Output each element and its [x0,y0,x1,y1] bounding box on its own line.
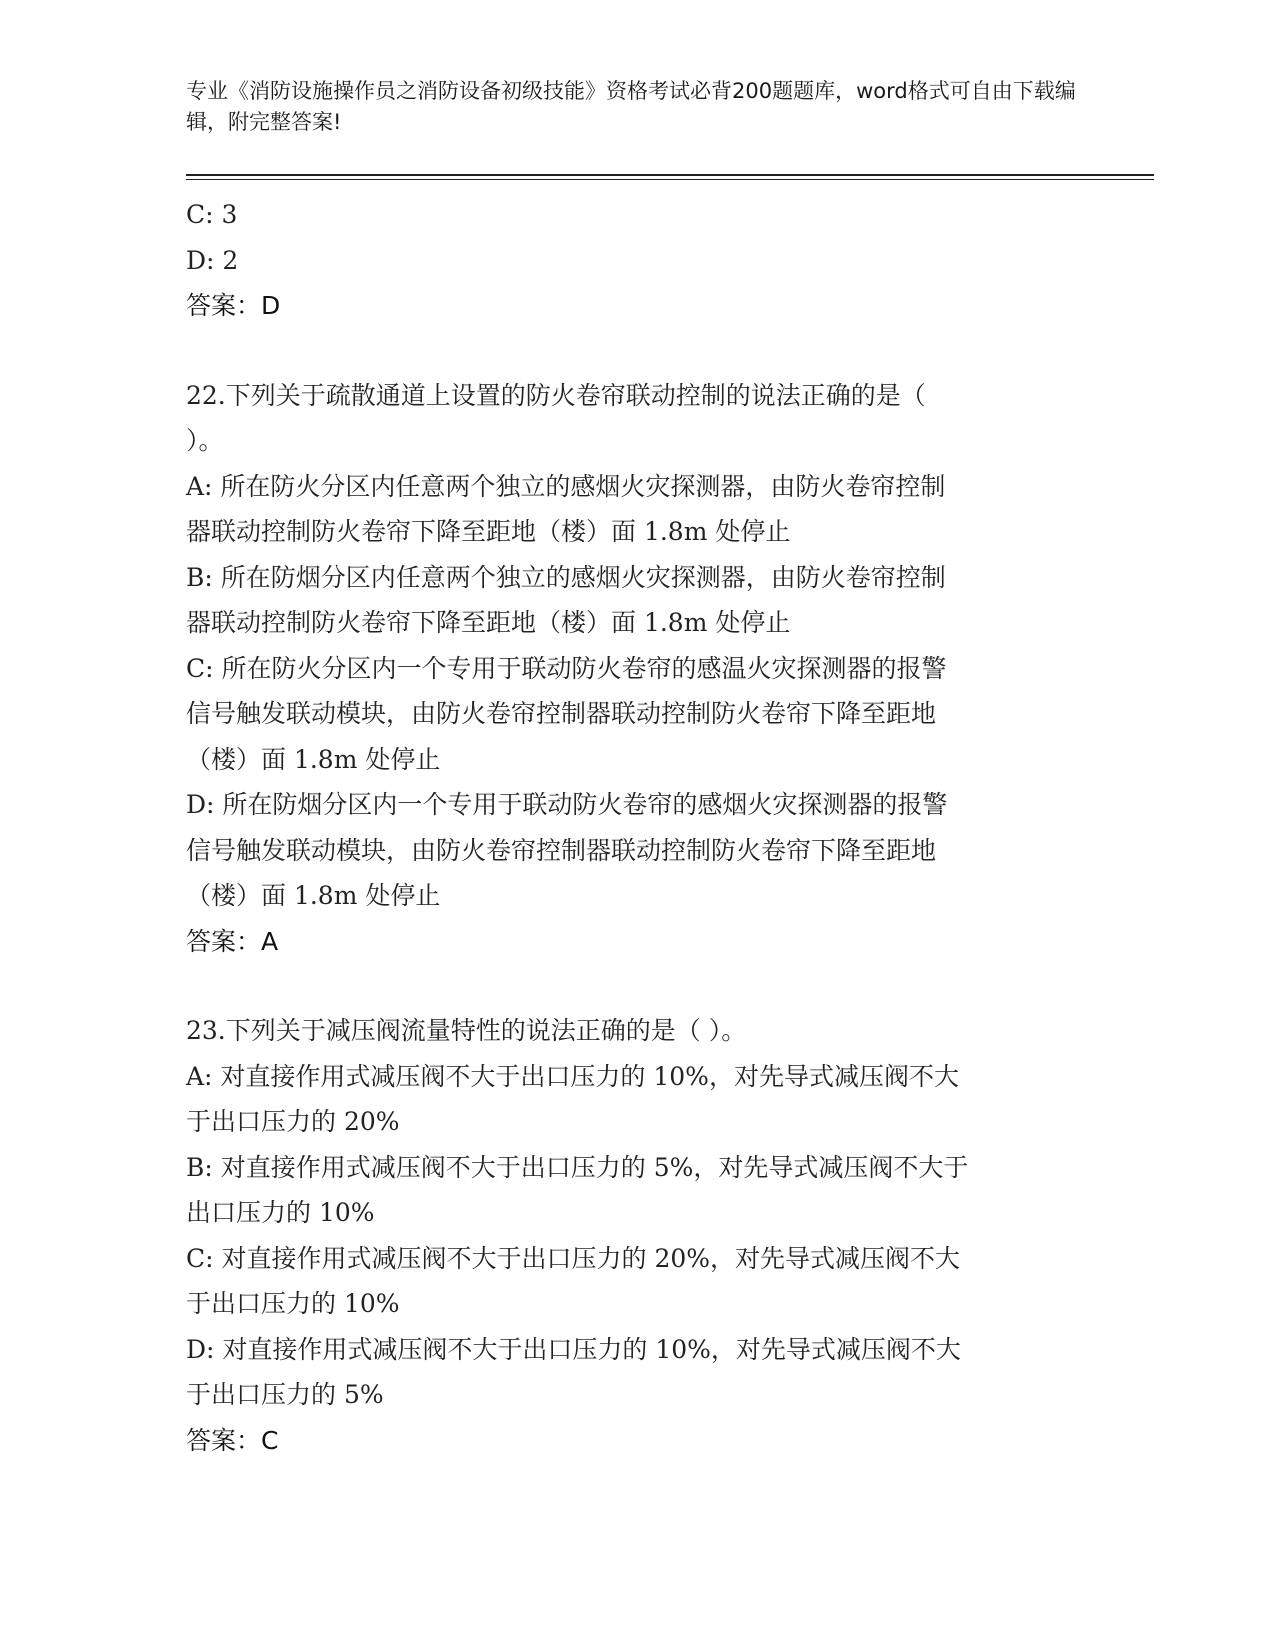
option-b-cont: 器联动控制防火卷帘下降至距地（楼）面 1.8m 处停止 [186,608,791,637]
option-c: C: 所在防火分区内一个专用于联动防火卷帘的感温火灾探测器的报警 [186,653,947,683]
option-c-cont: （楼）面 1.8m 处停止 [186,744,441,774]
option-d: D: 所在防烟分区内一个专用于联动防火卷帘的感烟火灾探测器的报警 [186,790,948,819]
document-header [186,76,1086,138]
option-c-cont: 信号触发联动模块，由防火卷帘控制器联动控制防火卷帘下降至距地 [186,699,937,728]
option-c-cont: 于出口压力的 10% [186,1289,400,1318]
option-a: A: 所在防火分区内任意两个独立的感烟火灾探测器，由防火卷帘控制 [186,471,946,501]
option-d: D: 对直接作用式减压阀不大于出口压力的 10%，对先导式减压阀不大 [186,1334,961,1364]
option-c: C: 3 [186,200,238,229]
document-title: 专业《消防设施操作员之消防设备初级技能》资格考试必背200题题库，word格式可自由下载编辑，附完整答案! [186,79,1076,134]
document-body [186,192,1086,1463]
spacer [186,964,1086,1008]
option-b: B: 所在防烟分区内任意两个独立的感烟火灾探测器，由防火卷帘控制 [186,562,946,592]
question-22 [186,373,1086,965]
option-b: B: 对直接作用式减压阀不大于出口压力的 5%，对先导式减压阀不大于 [186,1152,969,1182]
option-d-cont: （楼）面 1.8m 处停止 [186,881,441,910]
question-stem-cont: ）。 [186,426,224,455]
spacer [186,329,1086,373]
option-a-cont: 器联动控制防火卷帘下降至距地（楼）面 1.8m 处停止 [186,517,791,546]
question-stem: 23.下列关于减压阀流量特性的说法正确的是（ ）。 [186,1016,747,1045]
option-d-cont: 于出口压力的 5% [186,1380,384,1409]
option-d: D: 2 [186,245,239,275]
option-a: A: 对直接作用式减压阀不大于出口压力的 10%，对先导式减压阀不大 [186,1061,959,1091]
header-divider-thin [186,179,1154,180]
answer-line: 答案：D [186,291,281,320]
question-21-tail [186,192,1086,329]
option-a-cont: 于出口压力的 20% [186,1107,400,1136]
question-stem: 22.下列关于疏散通道上设置的防火卷帘联动控制的说法正确的是（ [186,380,926,410]
question-23 [186,1008,1086,1463]
option-c: C: 对直接作用式减压阀不大于出口压力的 20%，对先导式减压阀不大 [186,1243,961,1273]
header-divider-thick [186,174,1154,176]
answer-line: 答案：C [186,1425,279,1455]
answer-line: 答案：A [186,926,279,956]
option-d-cont: 信号触发联动模块，由防火卷帘控制器联动控制防火卷帘下降至距地 [186,835,937,865]
option-b-cont: 出口压力的 10% [186,1198,375,1227]
